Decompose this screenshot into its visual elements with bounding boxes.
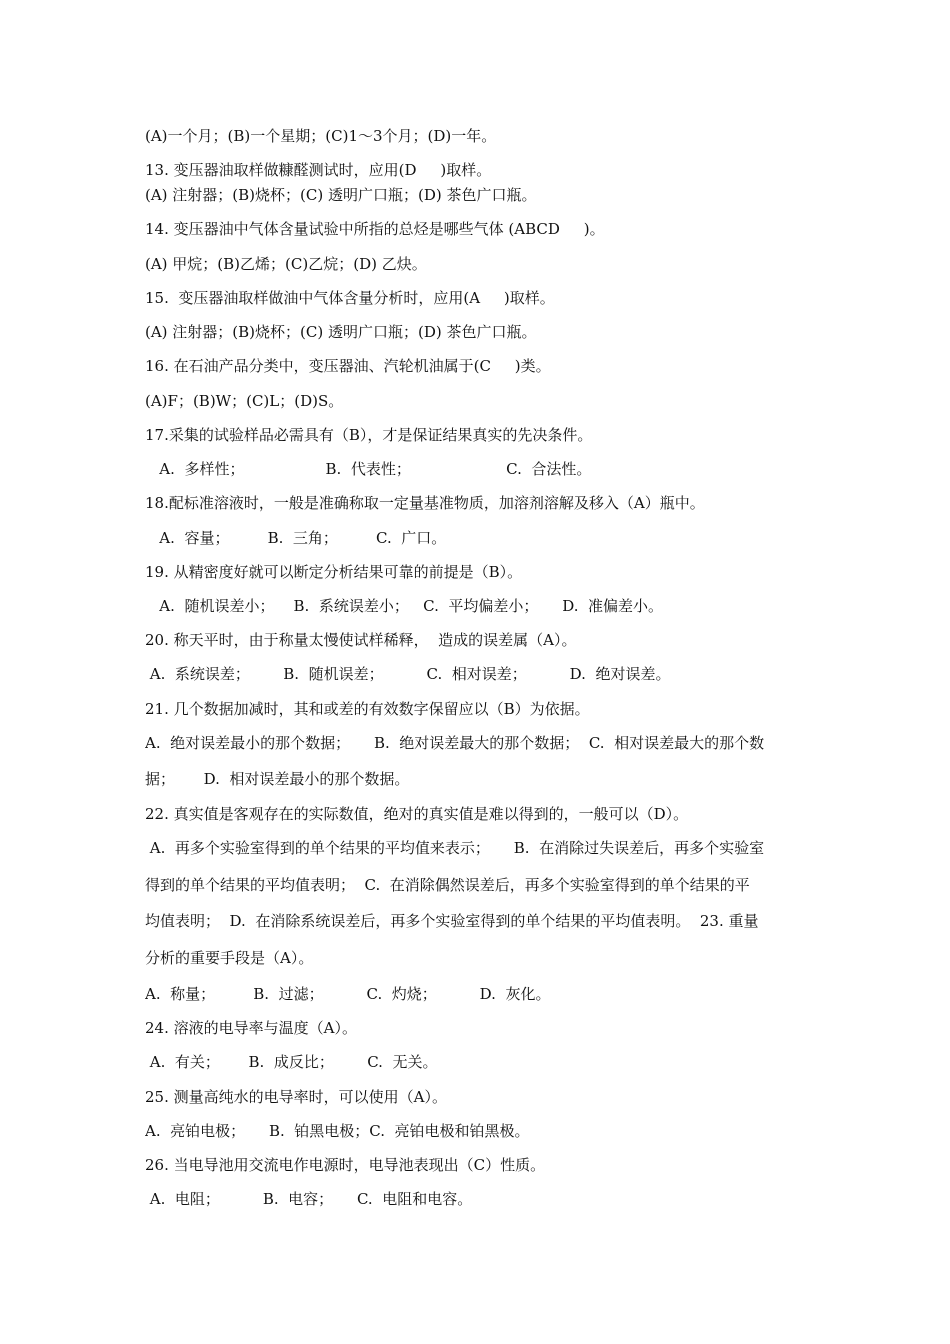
text-line: A. 有关； B. 成反比； C. 无关。: [145, 1053, 438, 1071]
question-20: 20. 称天平时，由于称量太慢使试样稀释， 造成的误差属（A）。: [145, 631, 577, 649]
text-line: 分析的重要手段是（A）。: [145, 949, 314, 967]
text-line: A. 多样性； B. 代表性； C. 合法性。: [145, 460, 592, 478]
text-line: (A) 甲烷；(B)乙烯；(C)乙烷；(D) 乙炔。: [145, 255, 427, 273]
text-line: A. 再多个实验室得到的单个结果的平均值来表示； B. 在消除过失误差后，再多个实验室: [145, 839, 765, 857]
question-21: 21. 几个数据加减时，其和或差的有效数字保留应以（B）为依据。: [145, 700, 590, 718]
question-16: 16. 在石油产品分类中，变压器油、汽轮机油属于(C )类。: [145, 357, 551, 375]
text-line: A. 随机误差小； B. 系统误差小； C. 平均偏差小； D. 准偏差小。: [145, 597, 664, 615]
text-line: A. 系统误差； B. 随机误差； C. 相对误差； D. 绝对误差。: [145, 665, 671, 683]
question-22: 22. 真实值是客观存在的实际数值，绝对的真实值是难以得到的，一般可以（D）。: [145, 805, 689, 823]
question-26: 26. 当电导池用交流电作电源时，电导池表现出（C）性质。: [145, 1156, 546, 1174]
text-line: (A) 注射器；(B)烧杯；(C) 透明广口瓶；(D) 茶色广口瓶。: [145, 323, 537, 341]
question-24: 24. 溶液的电导率与温度（A）。: [145, 1019, 357, 1037]
question-18: 18.配标准溶液时，一般是准确称取一定量基准物质，加溶剂溶解及移入（A）瓶中。: [145, 494, 705, 512]
text-line: A. 绝对误差最小的那个数据； B. 绝对误差最大的那个数据； C. 相对误差最大的那个数: [145, 734, 765, 752]
text-line: A. 亮铂电极； B. 铂黑电极；C. 亮铂电极和铂黑极。: [145, 1122, 530, 1140]
question-13: 13. 变压器油取样做糠醛测试时，应用(D )取样。: [145, 161, 492, 179]
text-line: A. 称量； B. 过滤； C. 灼烧； D. 灰化。: [145, 985, 551, 1003]
text-line: (A)F；(B)W；(C)L；(D)S。: [145, 392, 344, 410]
question-17: 17.采集的试验样品必需具有（B），才是保证结果真实的先决条件。: [145, 426, 593, 444]
text-line: A. 电阻； B. 电容； C. 电阻和电容。: [145, 1190, 473, 1208]
text-line: A. 容量； B. 三角； C. 广口。: [145, 529, 447, 547]
question-14: 14. 变压器油中气体含量试验中所指的总烃是哪些气体 (ABCD )。: [145, 220, 605, 238]
text-line: (A)一个月；(B)一个星期；(C)1～3个月；(D)一年。: [145, 127, 497, 145]
text-line: 得到的单个结果的平均值表明； C. 在消除偶然误差后，再多个实验室得到的单个结果的平: [145, 876, 750, 894]
text-line: (A) 注射器；(B)烧杯；(C) 透明广口瓶；(D) 茶色广口瓶。: [145, 186, 537, 204]
text-line: 均值表明； D. 在消除系统误差后，再多个实验室得到的单个结果的平均值表明。 23. 重量: [145, 912, 759, 930]
text-line: 据； D. 相对误差最小的那个数据。: [145, 770, 410, 788]
question-15: 15. 变压器油取样做油中气体含量分析时，应用(A )取样。: [145, 289, 555, 307]
question-19: 19. 从精密度好就可以断定分析结果可靠的前提是（B）。: [145, 563, 523, 581]
question-25: 25. 测量高纯水的电导率时，可以使用（A）。: [145, 1088, 447, 1106]
